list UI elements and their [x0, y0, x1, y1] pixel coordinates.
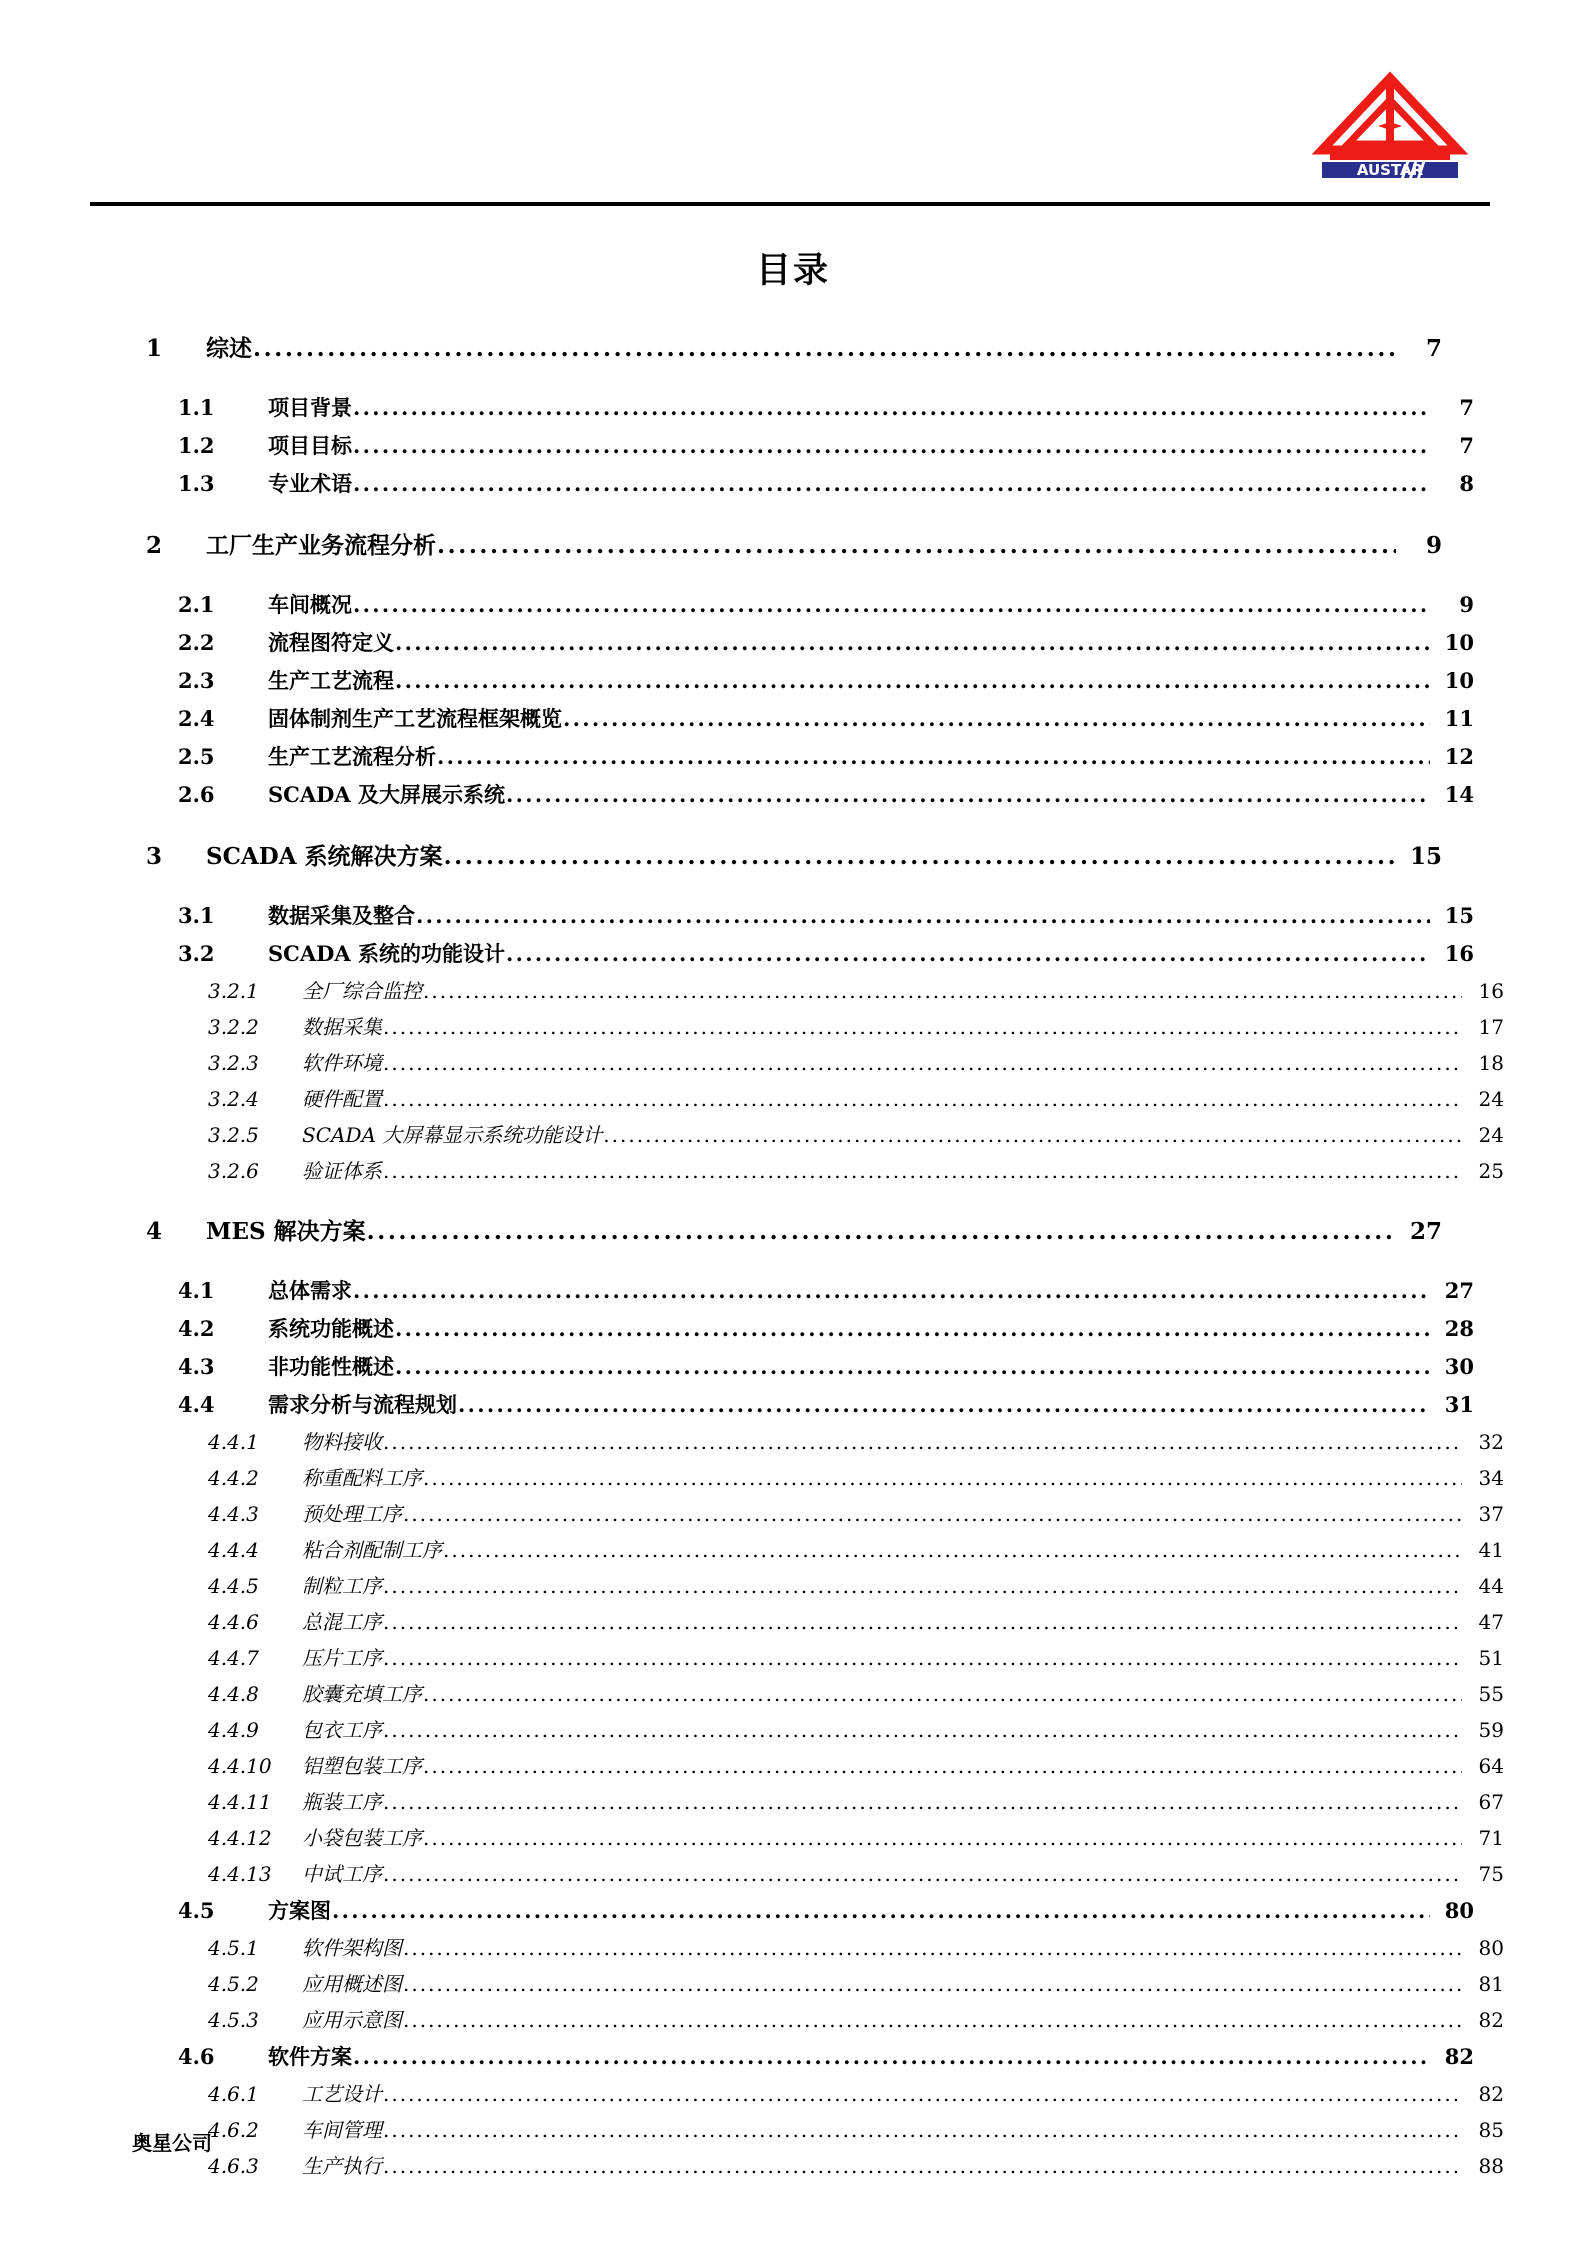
toc-leader-dots [383, 2156, 1462, 2176]
toc-entry-page-number: 18 [1478, 1051, 1504, 1075]
toc-leader-dots [423, 1828, 1462, 1848]
toc-entry-label: 称重配料工序 [302, 1466, 422, 1490]
toc-entry-label: 预处理工序 [302, 1502, 402, 1526]
toc-entry-number: 3 [146, 843, 163, 870]
toc-entry-number: 4.5.3 [208, 2008, 259, 2032]
toc-leader-dots [437, 746, 1430, 767]
toc-entry-label: 制粒工序 [302, 1574, 382, 1598]
toc-leader-dots [383, 1720, 1462, 1740]
toc-entry-4-4-6[interactable] [146, 1604, 1504, 1640]
toc-entry-label: SCADA 及大屏展示系统 [268, 782, 505, 807]
toc-entry-4-4-2[interactable] [146, 1460, 1504, 1496]
toc-entry-4-6-3[interactable] [146, 2148, 1504, 2184]
toc-entry-number: 3.2.6 [208, 1159, 259, 1183]
toc-leader-dots [437, 534, 1396, 557]
toc-entry-number: 1 [146, 335, 163, 362]
toc-entry-number: 3.1 [178, 903, 215, 928]
toc-entry-page-number: 37 [1478, 1502, 1504, 1526]
page-title: 目录 [755, 250, 830, 291]
toc-entry-label: 软件环境 [302, 1051, 382, 1075]
toc-entry-number: 2.6 [178, 782, 215, 807]
toc-entry-3[interactable] [146, 834, 1442, 879]
toc-entry-label: 固体制剂生产工艺流程框架概览 [268, 706, 562, 731]
toc-entry-label: 总混工序 [302, 1610, 382, 1634]
toc-entry-page-number: 8 [1459, 471, 1474, 496]
toc-entry-number: 4.5.2 [208, 1972, 259, 1996]
toc-leader-dots [353, 397, 1430, 418]
toc-leader-dots [383, 1576, 1462, 1596]
toc-entry-page-number: 10 [1444, 668, 1474, 693]
toc-entry-page-number: 32 [1478, 1430, 1504, 1454]
toc-entry-number: 4.5 [178, 1898, 215, 1923]
toc-entry-number: 4.4.12 [208, 1826, 272, 1850]
toc-entry-page-number: 24 [1478, 1087, 1504, 1111]
toc-entry-page-number: 80 [1444, 1898, 1474, 1923]
toc-leader-dots [383, 1432, 1462, 1452]
toc-entry-4-6-2[interactable] [146, 2112, 1504, 2148]
toc-leader-dots [395, 632, 1430, 653]
toc-entry-4-3[interactable] [146, 1348, 1474, 1386]
toc-leader-dots [506, 784, 1430, 805]
toc-entry-number: 4.4.13 [208, 1862, 272, 1886]
toc-entry-4-6-1[interactable] [146, 2076, 1504, 2112]
toc-entry-label: 方案图 [268, 1898, 331, 1923]
toc-entry-2-5[interactable] [146, 738, 1474, 776]
toc-entry-number: 4.4.3 [208, 1502, 259, 1526]
toc-leader-dots [458, 1394, 1430, 1415]
toc-leader-dots [395, 670, 1430, 691]
toc-entry-label: 胶囊充填工序 [302, 1682, 422, 1706]
toc-entry-4-4-9[interactable] [146, 1712, 1504, 1748]
toc-leader-dots [423, 1684, 1462, 1704]
toc-entry-page-number: 9 [1425, 532, 1442, 559]
page-header [90, 40, 1490, 208]
toc-entry-label: 验证体系 [302, 1159, 382, 1183]
toc-entry-label: 物料接收 [302, 1430, 382, 1454]
toc-leader-dots [423, 1468, 1462, 1488]
header-divider [90, 202, 1490, 206]
toc-entry-number: 3.2.3 [208, 1051, 259, 1075]
toc-entry-3-1[interactable] [146, 897, 1474, 935]
toc-leader-dots [332, 1900, 1430, 1921]
toc-entry-4-4-7[interactable] [146, 1640, 1504, 1676]
toc-entry-4-6[interactable] [146, 2038, 1474, 2076]
toc-entry-label: 系统功能概述 [268, 1316, 394, 1341]
toc-entry-4-4[interactable] [146, 1386, 1474, 1424]
toc-entry-label: 项目背景 [268, 395, 352, 420]
toc-entry-page-number: 85 [1478, 2118, 1504, 2142]
toc-entry-page-number: 7 [1459, 395, 1474, 420]
toc-entry-number: 2.2 [178, 630, 215, 655]
toc-entry-2-2[interactable] [146, 624, 1474, 662]
toc-entry-4[interactable] [146, 1209, 1442, 1254]
toc-entry-page-number: 31 [1444, 1392, 1474, 1417]
toc-entry-label: 数据采集 [302, 1015, 382, 1039]
toc-entry-page-number: 24 [1478, 1123, 1504, 1147]
toc-entry-label: 生产工艺流程 [268, 668, 394, 693]
toc-entry-4-4-12[interactable] [146, 1820, 1504, 1856]
toc-entry-page-number: 12 [1444, 744, 1474, 769]
toc-entry-3-2-1[interactable] [146, 973, 1504, 1009]
toc-entry-label: 项目目标 [268, 433, 352, 458]
toc-entry-3-2[interactable] [146, 935, 1474, 973]
toc-entry-label: SCADA 系统解决方案 [206, 843, 443, 870]
toc-entry-page-number: 27 [1444, 1278, 1474, 1303]
toc-entry-1[interactable] [146, 326, 1442, 371]
toc-entry-label: 生产执行 [302, 2154, 382, 2178]
toc-entry-3-2-3[interactable] [146, 1045, 1504, 1081]
toc-entry-3-2-2[interactable] [146, 1009, 1504, 1045]
toc-entry-label: 车间管理 [302, 2118, 382, 2142]
toc-entry-page-number: 82 [1478, 2082, 1504, 2106]
table-of-contents [146, 326, 1504, 2184]
toc-entry-label: 应用概述图 [302, 1972, 402, 1996]
toc-leader-dots [353, 473, 1430, 494]
toc-entry-page-number: 16 [1444, 941, 1474, 966]
toc-entry-number: 2.3 [178, 668, 215, 693]
toc-entry-number: 4.6.3 [208, 2154, 259, 2178]
toc-leader-dots [383, 1017, 1462, 1037]
toc-entry-number: 1.3 [178, 471, 215, 496]
toc-entry-page-number: 34 [1478, 1466, 1504, 1490]
toc-entry-3-2-6[interactable] [146, 1153, 1504, 1189]
toc-leader-dots [383, 1089, 1462, 1109]
toc-leader-dots [383, 1648, 1462, 1668]
toc-entry-3-2-5[interactable] [146, 1117, 1504, 1153]
toc-entry-1-1[interactable] [146, 389, 1474, 427]
austar-logo [1290, 58, 1490, 178]
toc-leader-dots [403, 1504, 1462, 1524]
toc-entry-number: 4.4.8 [208, 1682, 259, 1706]
toc-leader-dots [395, 1318, 1430, 1339]
toc-entry-number: 2 [146, 532, 163, 559]
toc-entry-label: 瓶装工序 [302, 1790, 382, 1814]
toc-entry-2-1[interactable] [146, 586, 1474, 624]
toc-entry-number: 4.2 [178, 1316, 215, 1341]
toc-entry-page-number: 25 [1478, 1159, 1504, 1183]
toc-entry-page-number: 30 [1444, 1354, 1474, 1379]
toc-entry-page-number: 44 [1478, 1574, 1504, 1598]
toc-leader-dots [603, 1125, 1462, 1145]
toc-entry-page-number: 28 [1444, 1316, 1474, 1341]
toc-entry-number: 4.5.1 [208, 1936, 259, 1960]
toc-entry-number: 2.4 [178, 706, 215, 731]
toc-entry-4-4-13[interactable] [146, 1856, 1504, 1892]
toc-entry-number: 4.4.11 [208, 1790, 272, 1814]
toc-entry-page-number: 71 [1478, 1826, 1504, 1850]
toc-entry-page-number: 75 [1478, 1862, 1504, 1886]
toc-entry-page-number: 67 [1478, 1790, 1504, 1814]
toc-entry-label: 全厂综合监控 [302, 979, 422, 1003]
toc-entry-4-1[interactable] [146, 1272, 1474, 1310]
toc-entry-page-number: 11 [1444, 706, 1474, 731]
toc-leader-dots [353, 594, 1430, 615]
toc-entry-number: 4.6.2 [208, 2118, 259, 2142]
toc-entry-page-number: 88 [1478, 2154, 1504, 2178]
toc-entry-3-2-4[interactable] [146, 1081, 1504, 1117]
toc-entry-4-5-2[interactable] [146, 1966, 1504, 2002]
toc-entry-number: 3.2.2 [208, 1015, 259, 1039]
toc-leader-dots [253, 337, 1396, 360]
toc-entry-label: 总体需求 [268, 1278, 352, 1303]
toc-entry-label: SCADA 系统的功能设计 [268, 941, 505, 966]
toc-leader-dots [443, 1540, 1462, 1560]
toc-leader-dots [444, 845, 1396, 868]
toc-entry-label: 综述 [206, 335, 252, 362]
toc-entry-label: 需求分析与流程规划 [268, 1392, 457, 1417]
toc-entry-page-number: 14 [1444, 782, 1474, 807]
toc-entry-4-5[interactable] [146, 1892, 1474, 1930]
toc-entry-label: 铝塑包装工序 [302, 1754, 422, 1778]
toc-entry-number: 1.2 [178, 433, 215, 458]
toc-entry-label: 中试工序 [302, 1862, 382, 1886]
toc-entry-page-number: 80 [1478, 1936, 1504, 1960]
toc-entry-2[interactable] [146, 523, 1442, 568]
toc-entry-number: 4.3 [178, 1354, 215, 1379]
toc-entry-4-5-3[interactable] [146, 2002, 1504, 2038]
toc-leader-dots [563, 708, 1430, 729]
toc-entry-label: 小袋包装工序 [302, 1826, 422, 1850]
logo-wordmark: AUSTAR [1356, 161, 1424, 178]
toc-entry-4-4-3[interactable] [146, 1496, 1504, 1532]
toc-entry-number: 4.4.7 [208, 1646, 259, 1670]
toc-entry-number: 4.4.2 [208, 1466, 259, 1490]
toc-entry-page-number: 59 [1478, 1718, 1504, 1742]
toc-entry-4-4-11[interactable] [146, 1784, 1504, 1820]
toc-entry-label: 粘合剂配制工序 [302, 1538, 442, 1562]
toc-leader-dots [367, 1220, 1396, 1243]
toc-entry-label: 包衣工序 [302, 1718, 382, 1742]
toc-entry-page-number: 7 [1425, 335, 1442, 362]
toc-leader-dots [353, 435, 1430, 456]
toc-leader-dots [416, 905, 1430, 926]
toc-entry-label: 流程图符定义 [268, 630, 394, 655]
toc-entry-2-4[interactable] [146, 700, 1474, 738]
toc-entry-number: 4.6.1 [208, 2082, 259, 2106]
toc-entry-number: 3.2.4 [208, 1087, 259, 1111]
toc-entry-number: 4.4.1 [208, 1430, 259, 1454]
toc-entry-number: 3.2.5 [208, 1123, 259, 1147]
toc-leader-dots [506, 943, 1430, 964]
toc-entry-label: 应用示意图 [302, 2008, 402, 2032]
toc-entry-1-2[interactable] [146, 427, 1474, 465]
toc-entry-4-4-1[interactable] [146, 1424, 1504, 1460]
toc-entry-page-number: 82 [1478, 2008, 1504, 2032]
toc-entry-page-number: 9 [1459, 592, 1474, 617]
toc-entry-number: 4.6 [178, 2044, 215, 2069]
toc-entry-page-number: 17 [1478, 1015, 1504, 1039]
toc-entry-2-3[interactable] [146, 662, 1474, 700]
toc-leader-dots [383, 1612, 1462, 1632]
toc-entry-4-4-10[interactable] [146, 1748, 1504, 1784]
toc-leader-dots [383, 1053, 1462, 1073]
toc-entry-number: 4.4.4 [208, 1538, 259, 1562]
toc-leader-dots [353, 1280, 1430, 1301]
toc-entry-label: 数据采集及整合 [268, 903, 415, 928]
toc-entry-page-number: 15 [1444, 903, 1474, 928]
toc-entry-page-number: 10 [1444, 630, 1474, 655]
toc-entry-label: 硬件配置 [302, 1087, 382, 1111]
toc-entry-label: SCADA 大屏幕显示系统功能设计 [302, 1123, 603, 1147]
toc-entry-1-3[interactable] [146, 465, 1474, 503]
toc-entry-number: 4.4.6 [208, 1610, 259, 1634]
toc-entry-label: 工艺设计 [302, 2082, 382, 2106]
toc-entry-page-number: 51 [1478, 1646, 1504, 1670]
toc-leader-dots [353, 2046, 1430, 2067]
toc-entry-label: 压片工序 [302, 1646, 382, 1670]
toc-entry-page-number: 64 [1478, 1754, 1504, 1778]
toc-entry-page-number: 81 [1478, 1972, 1504, 1996]
toc-entry-page-number: 27 [1409, 1218, 1442, 1245]
toc-entry-page-number: 82 [1444, 2044, 1474, 2069]
toc-entry-number: 4.4.5 [208, 1574, 259, 1598]
toc-entry-label: 工厂生产业务流程分析 [206, 532, 436, 559]
toc-entry-number: 4.4.10 [208, 1754, 272, 1778]
toc-leader-dots [403, 2010, 1462, 2030]
toc-entry-number: 4.4 [178, 1392, 215, 1417]
toc-leader-dots [403, 1974, 1462, 1994]
toc-entry-number: 1.1 [178, 395, 215, 420]
toc-entry-page-number: 7 [1459, 433, 1474, 458]
toc-entry-page-number: 15 [1409, 843, 1442, 870]
toc-entry-number: 4 [146, 1218, 163, 1245]
toc-entry-page-number: 41 [1478, 1538, 1504, 1562]
toc-entry-number: 4.1 [178, 1278, 215, 1303]
toc-entry-label: MES 解决方案 [206, 1218, 366, 1245]
toc-entry-4-4-5[interactable] [146, 1568, 1504, 1604]
toc-entry-label: 软件架构图 [302, 1936, 402, 1960]
toc-entry-label: 生产工艺流程分析 [268, 744, 436, 769]
toc-entry-2-6[interactable] [146, 776, 1474, 814]
toc-entry-page-number: 55 [1478, 1682, 1504, 1706]
toc-entry-4-4-8[interactable] [146, 1676, 1504, 1712]
toc-entry-page-number: 47 [1478, 1610, 1504, 1634]
toc-leader-dots [383, 1864, 1462, 1884]
toc-leader-dots [383, 2120, 1462, 2140]
toc-entry-4-2[interactable] [146, 1310, 1474, 1348]
toc-entry-label: 非功能性概述 [268, 1354, 394, 1379]
toc-entry-label: 车间概况 [268, 592, 352, 617]
toc-entry-number: 3.2 [178, 941, 215, 966]
toc-leader-dots [423, 1756, 1462, 1776]
toc-leader-dots [383, 1792, 1462, 1812]
toc-leader-dots [403, 1938, 1462, 1958]
toc-entry-page-number: 16 [1478, 979, 1504, 1003]
toc-entry-number: 3.2.1 [208, 979, 259, 1003]
toc-entry-4-5-1[interactable] [146, 1930, 1504, 1966]
toc-entry-number: 4.4.9 [208, 1718, 259, 1742]
toc-leader-dots [395, 1356, 1430, 1377]
toc-entry-label: 软件方案 [268, 2044, 352, 2069]
toc-entry-4-4-4[interactable] [146, 1532, 1504, 1568]
toc-entry-label: 专业术语 [268, 471, 352, 496]
toc-entry-number: 2.1 [178, 592, 215, 617]
toc-entry-number: 2.5 [178, 744, 215, 769]
toc-leader-dots [423, 981, 1462, 1001]
toc-leader-dots [383, 2084, 1462, 2104]
toc-leader-dots [383, 1161, 1462, 1181]
footer-company: 奥星公司 [132, 2131, 212, 2155]
